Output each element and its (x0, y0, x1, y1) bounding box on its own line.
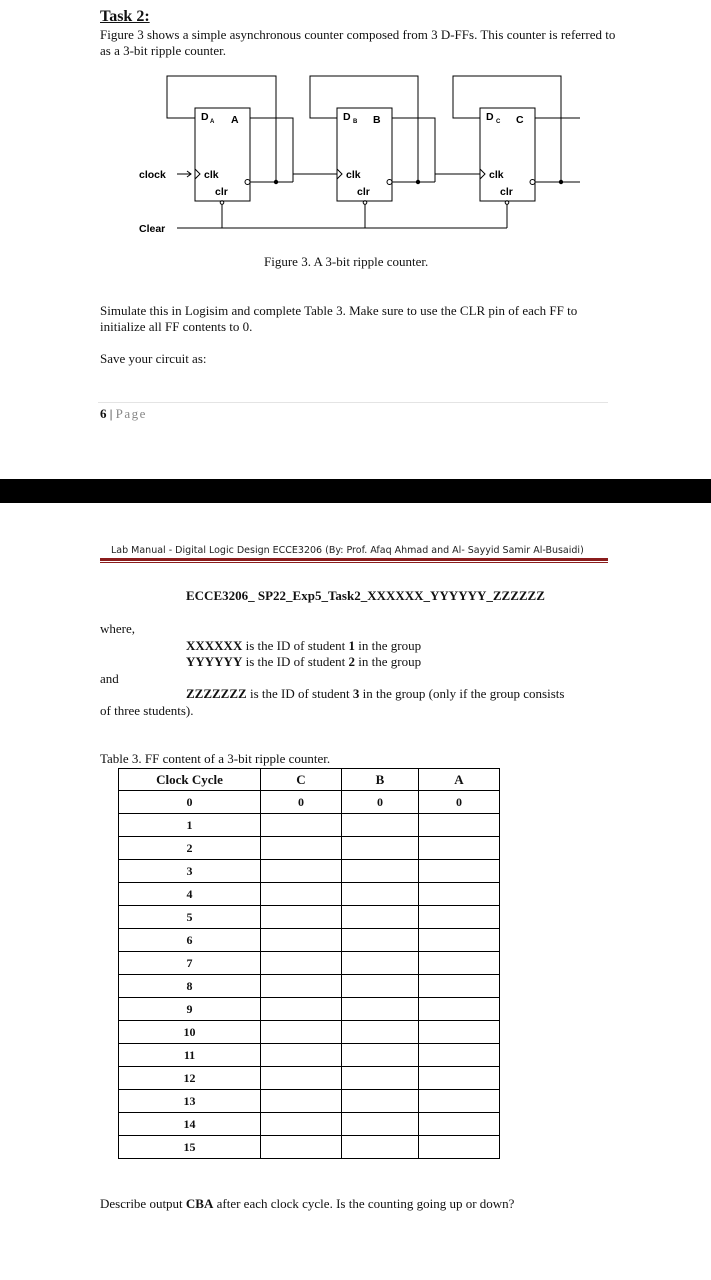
cell-a (419, 1067, 500, 1090)
junction-dot (274, 180, 278, 184)
cell-b (342, 906, 419, 929)
clk-label-b: clk (346, 169, 361, 181)
cell-c (261, 1044, 342, 1067)
cell-clock-cycle: 0 (119, 791, 261, 814)
table-row (119, 860, 500, 883)
cell-c (261, 1113, 342, 1136)
cell-a (419, 1136, 500, 1159)
table-row (119, 998, 500, 1021)
cell-c (261, 1067, 342, 1090)
cell-a (419, 1044, 500, 1067)
page-number (100, 406, 147, 422)
table-row (119, 906, 500, 929)
d-sub-a: A (210, 119, 215, 125)
header-clock-cycle: Clock Cycle (119, 769, 261, 791)
student-1-suffix: in the group (355, 638, 422, 653)
and-label: and (100, 671, 119, 686)
cell-c (261, 975, 342, 998)
cell-b (342, 1136, 419, 1159)
table-row (119, 1113, 500, 1136)
cell-a (419, 1021, 500, 1044)
cell-clock-cycle: 8 (119, 975, 261, 998)
cell-clock-cycle: 3 (119, 860, 261, 883)
cell-clock-cycle: 1 (119, 814, 261, 837)
d-label-b: D (343, 111, 351, 123)
cell-a (419, 952, 500, 975)
cell-b (342, 929, 419, 952)
cell-c (261, 1090, 342, 1113)
circuit-filename: ECCE3206_ SP22_Exp5_Task2_XXXXXX_YYYYYY_ZZZZZZ (186, 588, 545, 603)
student-1-id-line (186, 638, 421, 654)
cell-clock-cycle: 5 (119, 906, 261, 929)
ff-content-table (118, 768, 500, 1159)
table-row (119, 1044, 500, 1067)
cell-clock-cycle: 14 (119, 1113, 261, 1136)
cell-clock-cycle: 9 (119, 998, 261, 1021)
ripple-counter-diagram (125, 68, 585, 243)
table-row (119, 975, 500, 998)
clear-label: Clear (139, 223, 166, 235)
clr-label-a: clr (215, 186, 228, 198)
page-label: Page (115, 406, 147, 421)
cell-clock-cycle: 10 (119, 1021, 261, 1044)
student-3-text: is the ID of student (246, 686, 353, 701)
header-rule-thin (100, 562, 608, 563)
cell-clock-cycle: 12 (119, 1067, 261, 1090)
task-intro: Figure 3 shows a simple asynchronous counter composed from 3 D-FFs. This counter is referred to as a 3-bit ripple counter. (100, 27, 616, 58)
table-row (119, 814, 500, 837)
student-3-id-line (186, 686, 564, 702)
cell-c: 0 (261, 791, 342, 814)
header-rule-thick (100, 558, 608, 561)
student-2-num: 2 (348, 654, 355, 669)
d-sub-b: B (353, 119, 358, 125)
where-label: where, (100, 621, 136, 636)
cell-c (261, 1021, 342, 1044)
header-b: B (342, 769, 419, 791)
student-2-id-line (186, 654, 421, 670)
task-title: Task 2: (100, 8, 150, 25)
cell-b (342, 860, 419, 883)
cell-c (261, 883, 342, 906)
page-number-value: 6 (100, 406, 107, 421)
cell-a (419, 929, 500, 952)
question-cba: CBA (185, 1196, 214, 1211)
student-1-text: is the ID of student (242, 638, 349, 653)
q-label-c: C (516, 114, 524, 126)
cell-a (419, 975, 500, 998)
d-sub-c: C (496, 119, 501, 125)
clk-label-c: clk (489, 169, 504, 181)
cell-b (342, 837, 419, 860)
student-3-suffix: in the group (only if the group consists (359, 686, 565, 701)
page-footer-rule (98, 402, 608, 403)
figure-caption: Figure 3. A 3-bit ripple counter. (264, 254, 429, 269)
question-text (100, 1196, 514, 1212)
q-label-a: A (231, 114, 239, 126)
cell-clock-cycle: 6 (119, 929, 261, 952)
cell-b (342, 1090, 419, 1113)
page-separator: | (106, 406, 116, 421)
cell-b (342, 1113, 419, 1136)
cell-a (419, 883, 500, 906)
lab-manual-header: Lab Manual - Digital Logic Design ECCE3206 (By: Prof. Afaq Ahmad and Al- Sayyid Samir Al-Busaidi) (111, 545, 584, 556)
student-2-suffix: in the group (355, 654, 422, 669)
cell-clock-cycle: 7 (119, 952, 261, 975)
header-c: C (261, 769, 342, 791)
page-break-bar (0, 479, 711, 503)
d-label-c: D (486, 111, 494, 123)
clock-label: clock (139, 169, 166, 181)
cell-c (261, 814, 342, 837)
junction-dot (416, 180, 420, 184)
cell-c (261, 998, 342, 1021)
junction-dot (559, 180, 563, 184)
cell-b (342, 814, 419, 837)
cell-clock-cycle: 15 (119, 1136, 261, 1159)
table-row (119, 883, 500, 906)
student-1-code: XXXXXX (186, 638, 243, 653)
question-pre: Describe output (100, 1196, 186, 1211)
cell-clock-cycle: 11 (119, 1044, 261, 1067)
table-row (119, 929, 500, 952)
cell-c (261, 952, 342, 975)
cell-clock-cycle: 2 (119, 837, 261, 860)
cell-c (261, 837, 342, 860)
cell-a (419, 837, 500, 860)
cell-clock-cycle: 4 (119, 883, 261, 906)
cell-b (342, 952, 419, 975)
cell-c (261, 906, 342, 929)
cell-b (342, 1021, 419, 1044)
save-instructions: Save your circuit as: (100, 351, 207, 366)
cell-a (419, 906, 500, 929)
cell-c (261, 860, 342, 883)
table-header-row (119, 769, 500, 791)
table-row (119, 1136, 500, 1159)
cell-b (342, 883, 419, 906)
table-row (119, 952, 500, 975)
table-row (119, 1021, 500, 1044)
cell-b: 0 (342, 791, 419, 814)
student-1-num: 1 (348, 638, 355, 653)
cell-a (419, 998, 500, 1021)
student-2-code: YYYYYY (186, 654, 243, 669)
cell-c (261, 1136, 342, 1159)
student-3-id-continuation: of three students). (100, 703, 194, 718)
table-row (119, 1067, 500, 1090)
cell-a (419, 860, 500, 883)
cell-b (342, 1067, 419, 1090)
cell-a (419, 814, 500, 837)
cell-b (342, 1044, 419, 1067)
q-label-b: B (373, 114, 381, 126)
cell-clock-cycle: 13 (119, 1090, 261, 1113)
d-label-a: D (201, 111, 209, 123)
cell-a (419, 1090, 500, 1113)
header-a: A (419, 769, 500, 791)
student-3-num: 3 (352, 686, 360, 701)
cell-c (261, 929, 342, 952)
clr-label-c: clr (500, 186, 513, 198)
student-3-code: ZZZZZZZ (186, 686, 247, 701)
student-2-text: is the ID of student (242, 654, 349, 669)
cell-b (342, 975, 419, 998)
table-row (119, 1090, 500, 1113)
cell-a (419, 1113, 500, 1136)
clr-label-b: clr (357, 186, 370, 198)
simulate-instructions: Simulate this in Logisim and complete Table 3. Make sure to use the CLR pin of each FF to initialize all FF contents to 0. (100, 303, 578, 334)
table-caption: Table 3. FF content of a 3-bit ripple counter. (100, 751, 331, 766)
table-row (119, 837, 500, 860)
cell-a: 0 (419, 791, 500, 814)
cell-b (342, 998, 419, 1021)
table-row (119, 791, 500, 814)
clk-label-a: clk (204, 169, 219, 181)
question-post: after each clock cycle. Is the counting going up or down? (213, 1196, 515, 1211)
